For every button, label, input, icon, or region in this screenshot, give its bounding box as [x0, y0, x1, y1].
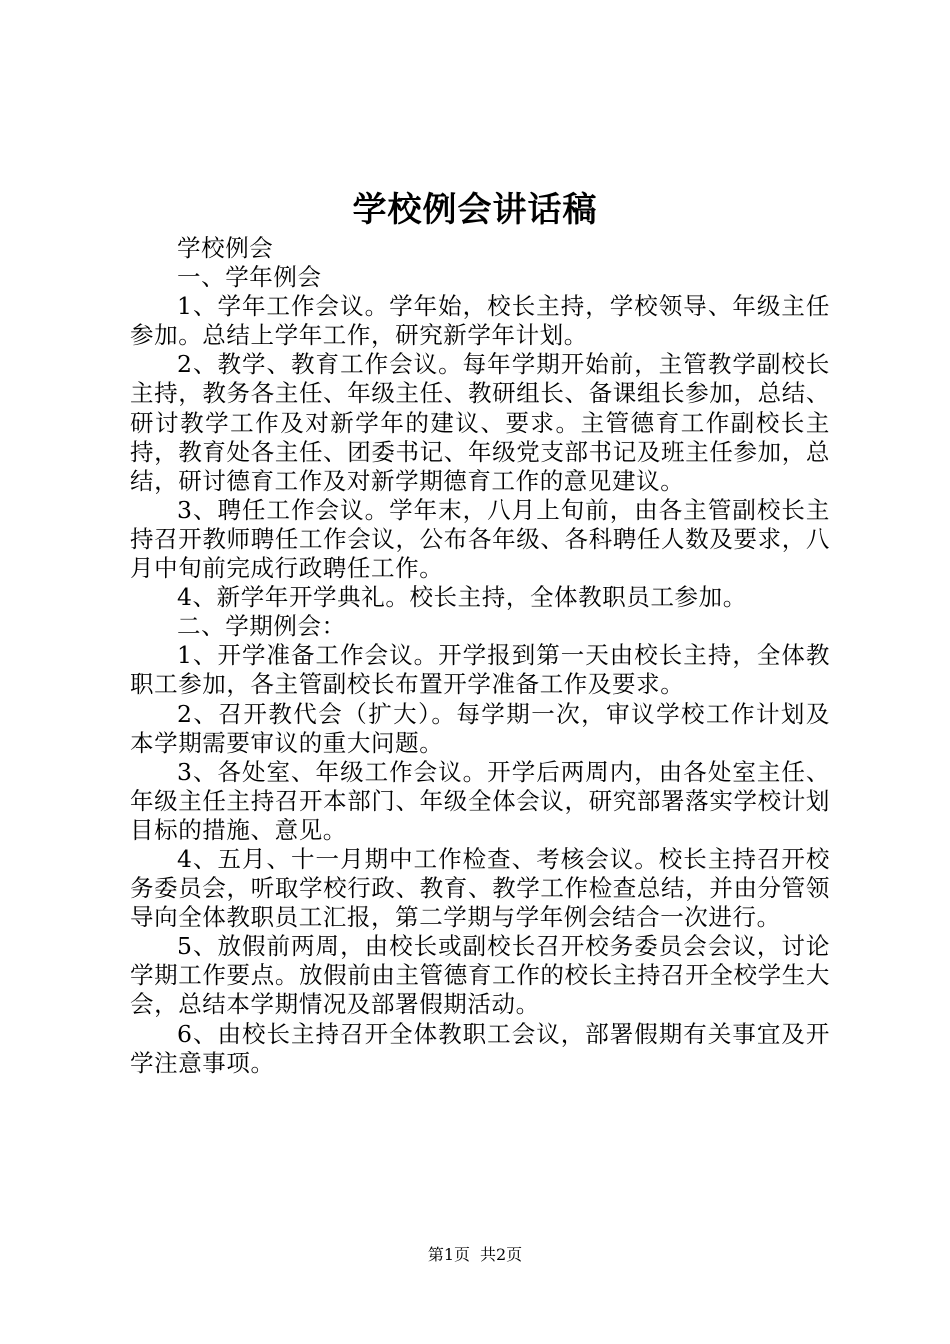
page-footer [0, 1244, 950, 1266]
section-heading-1: 一、学年例会 [177, 263, 322, 292]
paragraph: 2、召开教代会（扩大）。每学期一次，审议学校工作计划及本学期需要审议的重大问题。 [130, 699, 830, 757]
section-heading-2: 二、学期例会： [177, 612, 346, 641]
paragraph: 4、新学年开学典礼。校长主持，全体教职员工参加。 [177, 583, 747, 612]
page-number: 第1页 [427, 1245, 470, 1264]
paragraph-heading: 学校例会 [177, 234, 274, 262]
document-title: 学校例会讲话稿 [352, 190, 598, 230]
paragraph: 2、教学、教育工作会议。每年学期开始前，主管教学副校长主持，教务各主任、年级主任、教研组长、备课组长参加，总结、研讨教学工作及对新学年的建议、要求。主管德育工作副校长主持，教育处各主任、团委书记、年级党支部书记及班主任参加，总结，研讨德育工作及对新学期德育工作的意见建议。 [130, 350, 830, 495]
paragraph: 3、各处室、年级工作会议。开学后两周内，由各处室主任、年级主任主持召开本部门、年级全体会议，研究部署落实学校计划目标的措施、意见。 [130, 757, 830, 844]
paragraph: 1、开学准备工作会议。开学报到第一天由校长主持，全体教职工参加，各主管副校长布置开学准备工作及要求。 [130, 641, 830, 699]
page-total: 共2页 [480, 1245, 523, 1264]
paragraph: 1、学年工作会议。学年始，校长主持，学校领导、年级主任参加。总结上学年工作，研究新学年计划。 [130, 292, 830, 350]
paragraph: 4、五月、十一月期中工作检查、考核会议。校长主持召开校务委员会，听取学校行政、教育、教学工作检查总结，并由分管领导向全体教职员工汇报，第二学期与学年例会结合一次进行。 [130, 844, 830, 932]
paragraph: 6、由校长主持召开全体教职工会议，部署假期有关事宜及开学注意事项。 [130, 1019, 830, 1077]
paragraph: 5、放假前两周，由校长或副校长召开校务委员会会议，讨论学期工作要点。放假前由主管德育工作的校长主持召开全校学生大会，总结本学期情况及部署假期活动。 [130, 932, 830, 1019]
paragraph: 3、聘任工作会议。学年末，八月上旬前，由各主管副校长主持召开教师聘任工作会议，公布各年级、各科聘任人数及要求，八月中旬前完成行政聘任工作。 [130, 495, 830, 583]
document-body [130, 234, 830, 1078]
